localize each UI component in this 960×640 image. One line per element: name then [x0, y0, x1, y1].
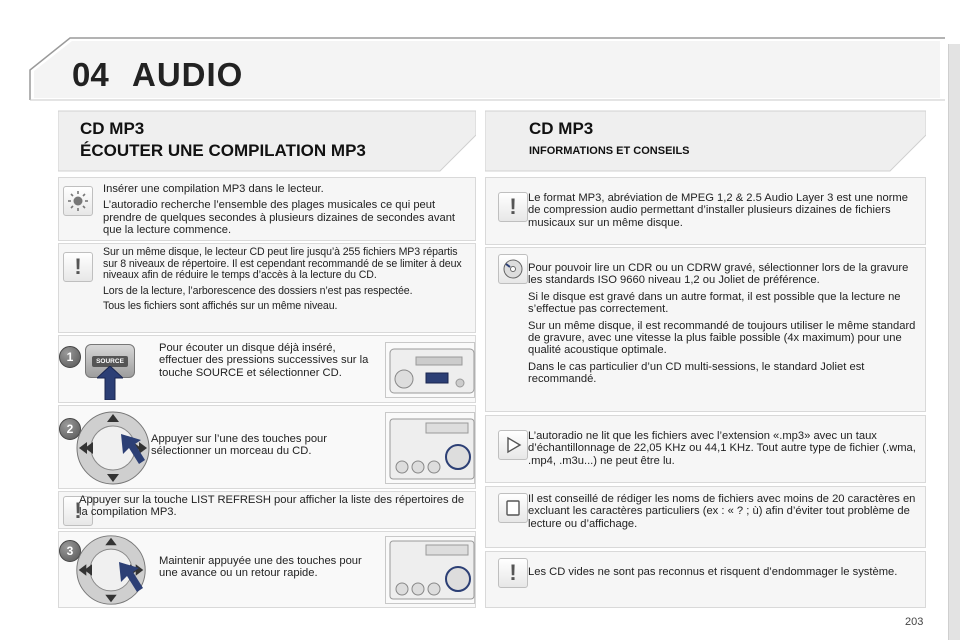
sun-icon: [67, 190, 89, 212]
info-box: [485, 551, 926, 608]
play-icon-box: [498, 430, 528, 460]
chapter-title: AUDIO: [132, 56, 244, 93]
step-number-badge: 3: [59, 540, 81, 562]
file-icon-box: [498, 493, 528, 523]
intro-paragraph: Insérer une compilation MP3 dans le lecteur.: [103, 183, 324, 195]
info-text: L’autoradio ne lit que les fichiers avec l’extension «.mp3» avec un taux d’échantillonnage de 22,05 KHz ou 44,1 KHz. Tout autre type de fichier (.wma, .mp4, .m3u...) ne peut être lu.: [528, 430, 916, 467]
exclamation-icon: !: [74, 498, 82, 523]
step-number-badge: 2: [59, 418, 81, 440]
disc-icon: [502, 258, 524, 280]
exclamation-icon: !: [74, 254, 82, 279]
file-icon: [504, 499, 522, 517]
info-text: Les CD vides ne sont pas reconnus et risquent d’endommager le système.: [528, 566, 898, 578]
info-text: [528, 262, 920, 390]
disc-icon-box: [498, 254, 528, 284]
info-paragraph: Sur un même disque, il est recommandé de toujours utiliser le même standard de gravure, avec une vitesse la plus faible possible (4x maximum) pour une qualité acoustique optimale.: [528, 319, 916, 357]
warning-text: [103, 247, 473, 317]
exclamation-icon: !: [509, 560, 517, 585]
intro-text: [103, 183, 471, 241]
info-text: Il est conseillé de rédiger les noms de fichiers avec moins de 20 caractères en excluant les caractères particuliers (ex : « ? ; ù) afin d’éviter tout problème de lecture ou d’affichage.: [528, 493, 916, 530]
step-2-box: [58, 405, 476, 489]
chapter-number: 04: [72, 56, 109, 93]
info-box: [485, 415, 926, 483]
right-section-header: [485, 105, 926, 173]
info-box: [485, 486, 926, 548]
step-2-text: Appuyer sur l’une des touches pour sélectionner un morceau du CD.: [151, 433, 328, 458]
intro-paragraph: L’autoradio recherche l’ensemble des plages musicales ce qui peut prendre de quelques secondes à plusieurs dizaines de secondes avant que la lecture commence.: [103, 199, 456, 237]
exclamation-icon: !: [509, 194, 517, 219]
left-column: [58, 105, 476, 608]
page-number: 203: [905, 616, 924, 628]
warning-icon-box: [498, 192, 528, 222]
step-3-box: [58, 531, 476, 608]
warning-icon-box: [63, 252, 93, 282]
source-button-label: SOURCE: [92, 356, 128, 367]
sun-icon-box: [63, 186, 93, 216]
info-text: Le format MP3, abréviation de MPEG 1,2 & 2.5 Audio Layer 3 est une norme de compression audio permettant d’installer plusieurs dizaines de fichiers musicaux sur un même disque.: [528, 192, 908, 229]
press-arrow-icon: [97, 366, 123, 400]
info-paragraph: Si le disque est gravé dans un autre format, il est possible que la lecture ne s’effectue pas correctement.: [528, 290, 901, 316]
info-paragraph: Dans le cas particulier d’un CD multi-sessions, le standard Joliet est recommandé.: [528, 360, 865, 386]
radio-panel-illustration: [385, 536, 475, 604]
section-title: CD MP3: [80, 119, 145, 138]
warning-paragraph: Lors de la lecture, l’arborescence des dossiers n’est pas respectée.: [103, 284, 413, 297]
press-arrow-icon: [119, 562, 143, 592]
section-title: CD MP3: [529, 119, 594, 138]
step-1-box: [58, 335, 476, 403]
section-subtitle: ÉCOUTER UNE COMPILATION MP3: [80, 141, 366, 160]
step-number-badge: 1: [59, 346, 81, 368]
right-column: [485, 105, 926, 608]
left-section-header: [58, 105, 476, 173]
info-box: [485, 177, 926, 245]
info-paragraph: Pour pouvoir lire un CDR ou un CDRW gravé, sélectionner lors de la gravure les standards ISO 9660 niveau 1,2 ou Joliet de préférence.: [528, 262, 909, 287]
warning-paragraph: Tous les fichiers sont affichés sur un même niveau.: [103, 300, 338, 313]
page-edge-bar: [948, 44, 960, 640]
warning-text: Appuyer sur la touche LIST REFRESH pour afficher la liste des répertoires de la compilation MP3.: [79, 494, 465, 519]
warning-icon-box: [498, 558, 528, 588]
warning-paragraph: Sur un même disque, le lecteur CD peut lire jusqu’à 255 fichiers MP3 répartis sur 8 niveaux de répertoire. Il est cependant recommandé de se limiter à deux niveaux afin de réduire le temps d’accès à la lecture du CD.: [103, 246, 462, 282]
section-subtitle: INFORMATIONS ET CONSEILS: [529, 145, 690, 157]
intro-box: [58, 177, 476, 241]
press-arrow-icon: [121, 434, 145, 464]
info-box: [485, 247, 926, 412]
play-icon: [504, 436, 522, 454]
warning-box: [58, 491, 476, 529]
step-1-text: Pour écouter un disque déjà inséré, effectuer des pressions successives sur la touche SOURCE et sélectionner CD.: [159, 342, 369, 379]
radio-panel-illustration: [385, 412, 475, 484]
step-3-text: Maintenir appuyée une des touches pour une avance ou un retour rapide.: [159, 555, 362, 580]
radio-panel-illustration: [385, 342, 475, 398]
warning-box: [58, 243, 476, 333]
